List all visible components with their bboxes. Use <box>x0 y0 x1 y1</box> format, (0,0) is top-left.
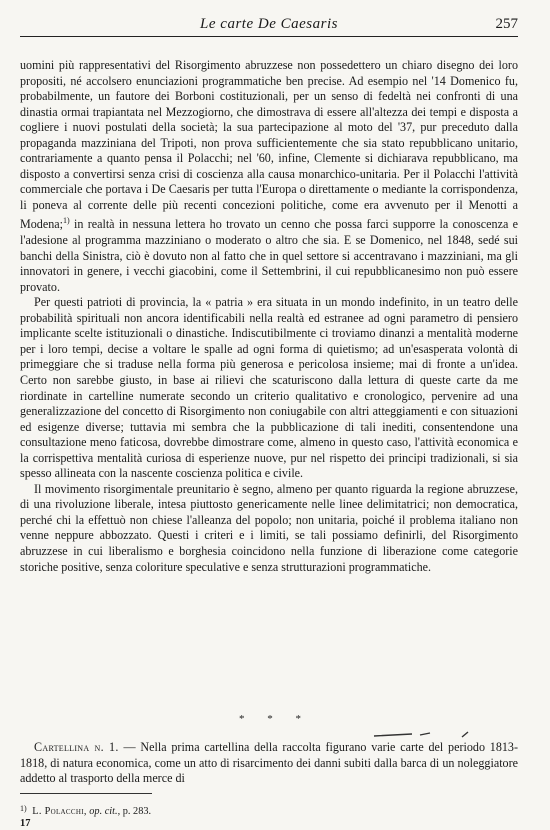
footnote-author: L. Polacchi, <box>32 806 87 817</box>
paragraph-2: Per questi patrioti di provincia, la « patria » era situata in un mondo indefinito, in un teatro delle probabilità spirituali non ancora identificabili nella realtà ed estranee ad ogni parametro di pensiero implicante scelte istituzionali o dinastiche. Indiscutibilmente ci troviamo dinanzi a mentalità moderne per i loro tempi, decise a voltare le spalle ad ogni forma di quietismo; ad un'esasperata volontà di primeggiare che si traduse nella forma più generosa e pericolosa insieme; mai di fronte a un'idea. Certo non sarebbe giusto, in base ai rilievi che scaturiscono dalla lettura di queste carte da me riordinate in cartelline numerate secondo un criterio qualitativo e cronologico, pervenire ad una generalizzazione del concetto di Risorgimento non coniugabile con altri atteggiamenti e con situazioni ed esigenze diverse; tuttavia mi sembra che la pubblicazione di tali inediti, consentendone una consultazione meno faticosa, dovrebbe dimostrare come, almeno in questo caso, l'attività economica e la corrispettiva mentalità curiosa di esperienze nuove, pur nel rispetto dei principi tradizionali, si sia spesso allineata con la nascente coscienza politica e civile. <box>20 295 518 481</box>
section-paragraph <box>20 740 518 787</box>
paragraph-1-text: uomini più rappresentativi del Risorgimento abruzzese non possedettero un chiaro disegno dei loro propositi, né accolsero enunciazioni programmatiche ben precise. Ad esempio nel '14 Domenico fu, probabilmente, un fautore dei Borboni costituzionali, per un senso di fedeltà nei confronti di una dinastia ormai trapiantata nel Mezzogiorno, che dimostrava di essere all'altezza dei tempi e disposta a cogliere i nuovi postulati della società; la sua partecipazione al moto del '37, pur preceduto dalla propaganda mazziniana del Tripoti, non prova sufficientemente che sia stato repubblicano unitario, contrariamente a quanto pensa il Polacchi; nel '60, infine, Clemente si dichiarava repubblicano, ma disposto a convertirsi senza crisi di coscienza alla causa monarchico-unitaria. Per il Polacchi l'attività commerciale che portava i De Caesaris per tutta l'Europa o direttamente o mediante la corrispondenza, li poneva al corrente delle più recenti concezioni politiche, come era avvenuto per il Menotti a Modena; <box>20 58 518 232</box>
body-text <box>20 58 518 575</box>
paragraph-3: Il movimento risorgimentale preunitario è segno, almeno per quanto riguarda la regione abruzzese, di una rivoluzione liberale, intesa piuttosto genericamente nelle linee delimitatrici; non democratica, perché chi la effettuò non chiese l'alleanza del popolo; non unitaria, poiché il problema italiano non venne neppure abbozzato. Questi i criteri e i limiti, se tali possiamo definirli, del Risorgimento abruzzese in cui liberalismo e borghesia coincidono nella funzione di liberazione come categorie storiche positive, senza coloriture speculative e senza strutturazioni programmatiche. <box>20 481 518 574</box>
paragraph-1-text-continued: in realtà in nessuna lettera ho trovato un cenno che possa farci supporre la conoscenza e l'adesione al programma mazziniano o moderato o altro che sia. E se Domenico, nel 1848, sedé sui banchi della Sinistra, ciò è dovuto non al fatto che in quel settore si accentravano i mazziniani, ma gli innovatori in genere, i vecchi giacobini, come il Settembrini, il cui repubblicanesimo non può essere provato. <box>20 217 518 294</box>
footnote-rule <box>20 793 152 794</box>
section-body: — Nella prima cartellina della raccolta figurano varie carte del periodo 1813-1818, di natura economica, come un atto di risarcimento dei danni subiti dalla barca di un noleggiatore addetto al trasporto della merce di <box>20 740 518 786</box>
paragraph-1 <box>20 58 518 295</box>
section-heading: Cartellina n. 1. <box>34 740 119 754</box>
footnote-marker: 1) <box>20 804 27 813</box>
section-separator: * * * <box>239 713 311 725</box>
running-head <box>20 14 518 37</box>
running-title: Le carte De Caesaris <box>200 16 338 32</box>
footnote-reference: 1) <box>63 216 70 226</box>
section-cartellina-1 <box>20 740 518 787</box>
footnote <box>20 803 151 818</box>
printer-signature: 17 <box>20 818 31 829</box>
footnote-ref: op. cit., <box>89 806 121 817</box>
page-number: 257 <box>495 16 518 32</box>
handwritten-mark <box>372 730 488 740</box>
footnote-page: p. 283. <box>122 806 152 817</box>
